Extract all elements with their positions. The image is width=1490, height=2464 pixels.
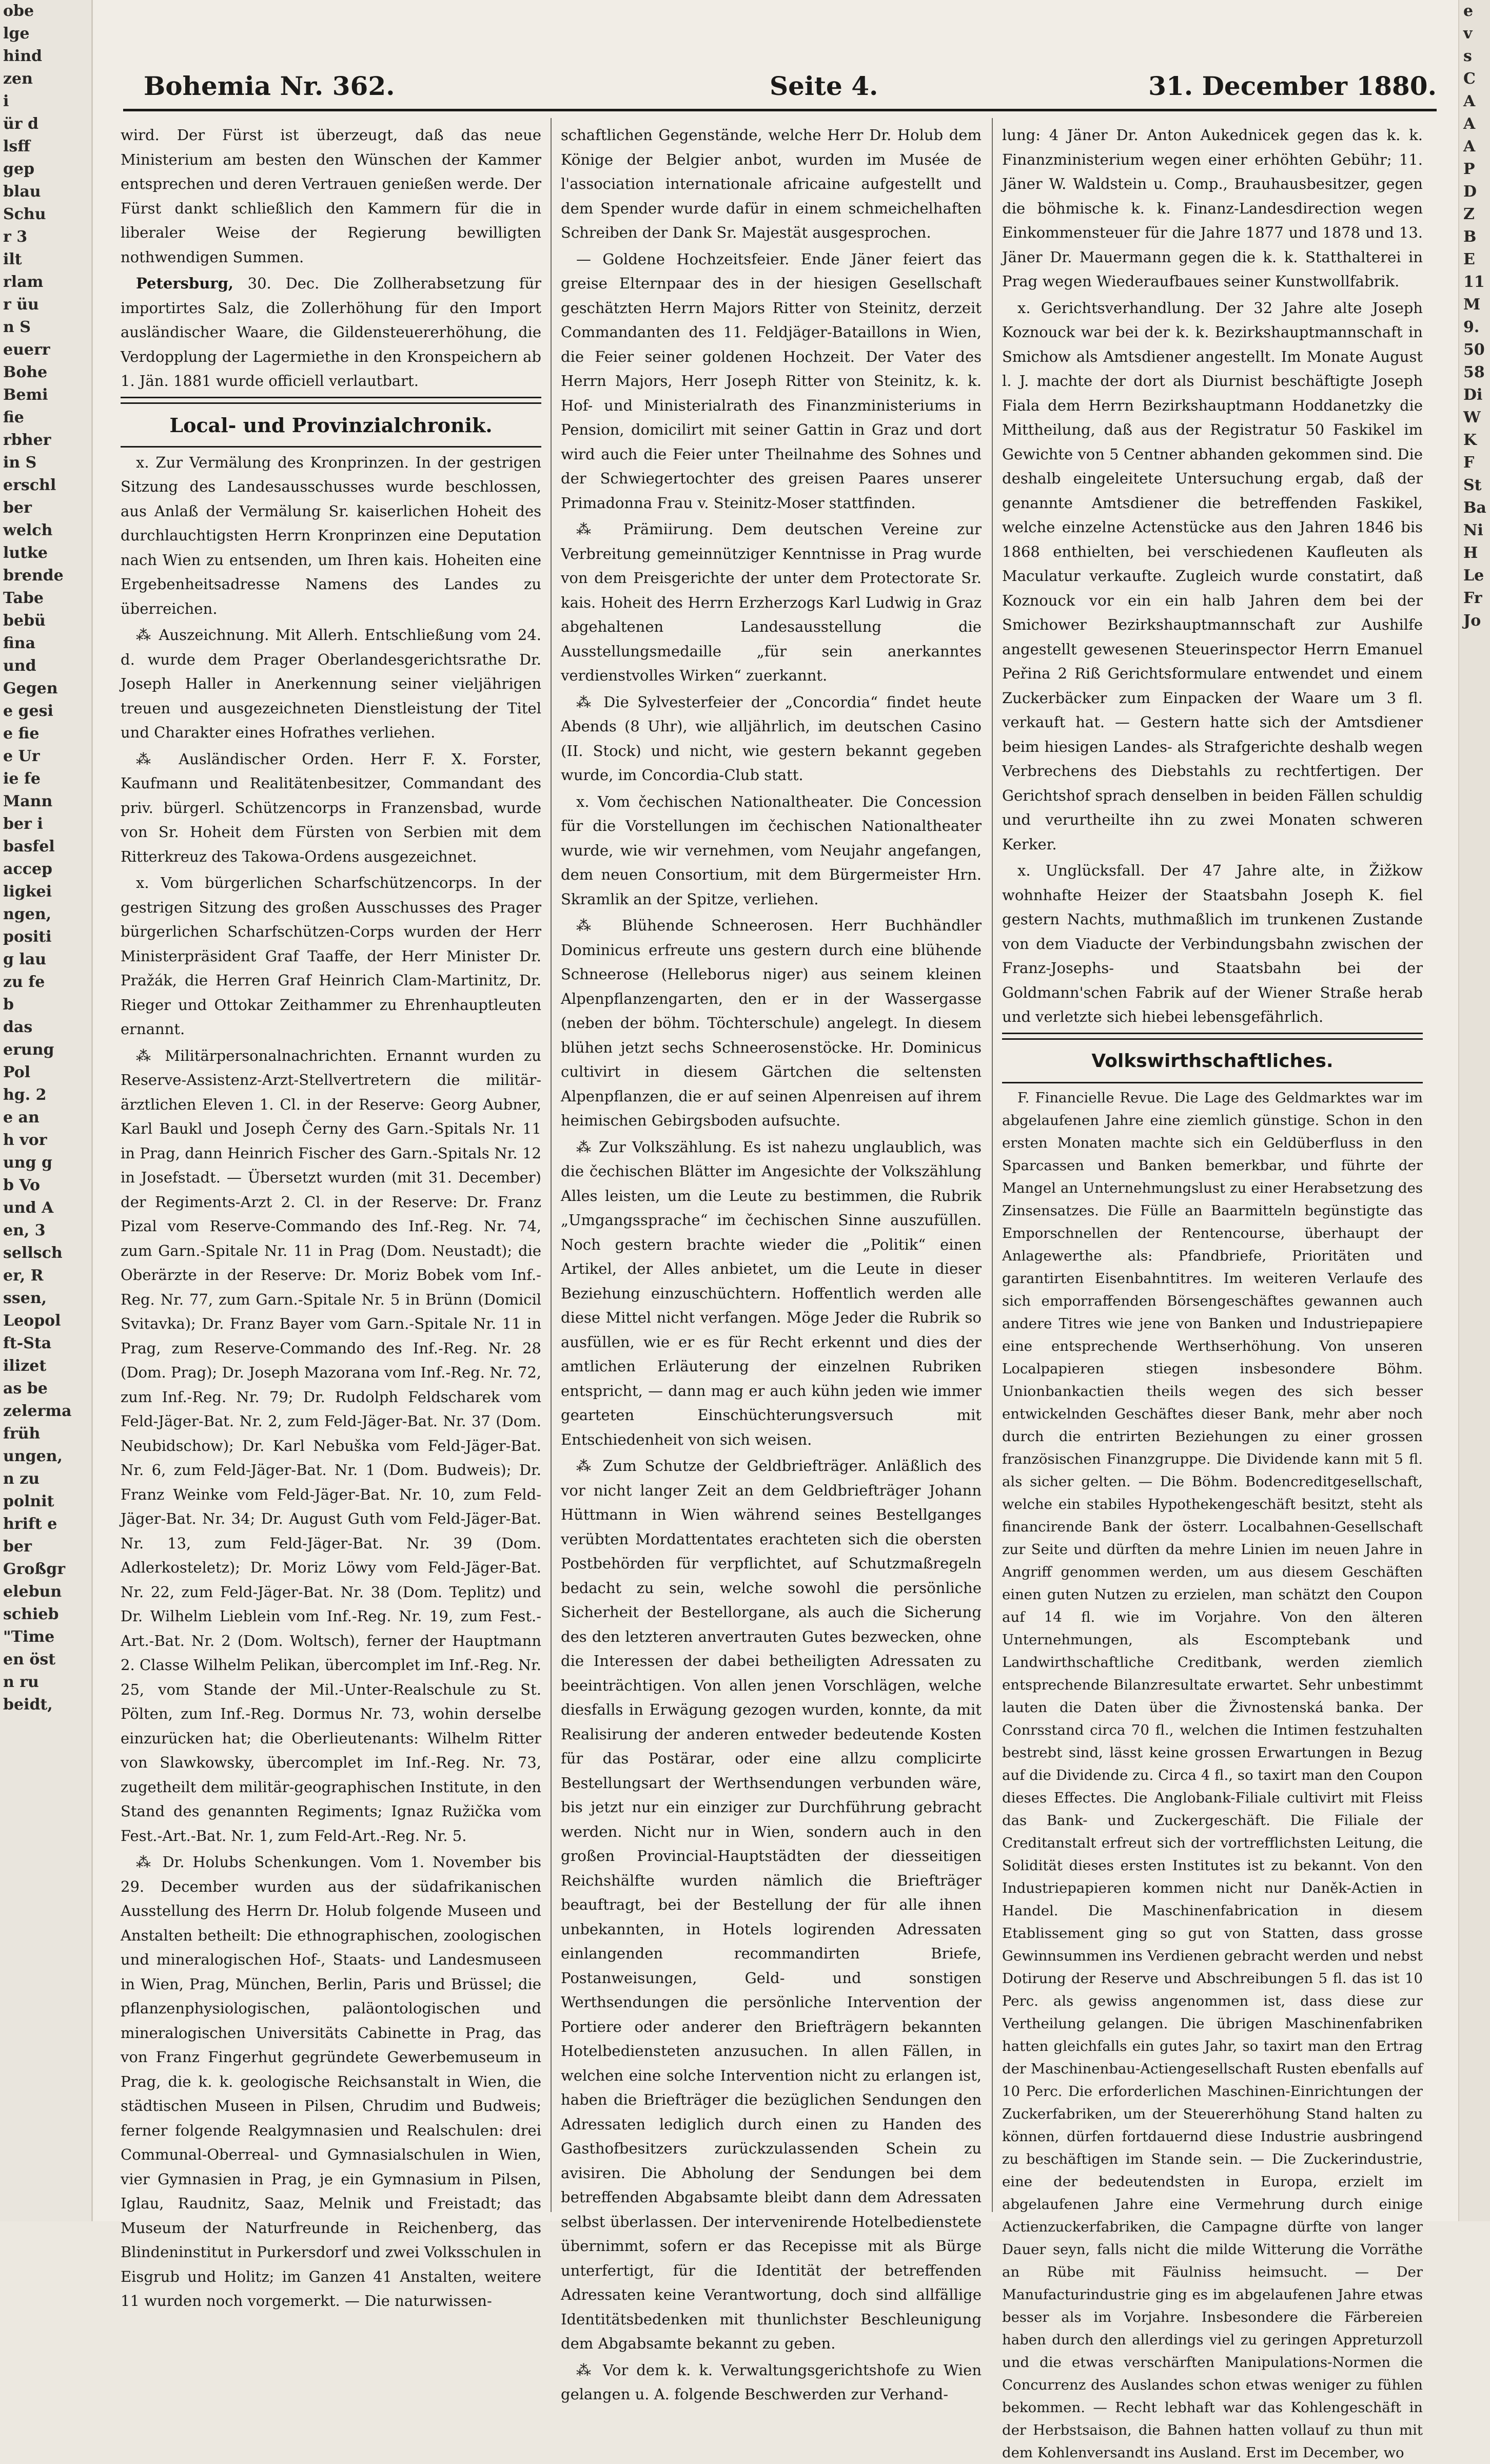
previous-page-fragment: schieb (3, 1605, 59, 1623)
previous-page-fragment: Mann (3, 792, 53, 810)
article-text: wird. Der Fürst ist überzeugt, daß das neue Ministerium am besten den Wünschen der Kammer entsprechen und deren Vertrauen genießen werde. Der Fürst dankt schließlich den Kammern für die in liberaler Weise der Regierung bewilligten nothwendigen Summen. (121, 126, 541, 266)
next-page-fragment: A (1463, 138, 1476, 156)
next-page-fragment: Ni (1463, 521, 1483, 539)
previous-page-fragment: lsff (3, 138, 30, 156)
next-page-fragment: Le (1463, 567, 1484, 585)
page-number: Seite 4. (770, 71, 878, 101)
article-text: ⁂ Prämiirung. Dem deutschen Vereine zur Verbreitung gemeinnütziger Kenntnisse in Prag wurde von dem Preisgerichte der unter dem Protectorate Sr. kais. Hoheit des Herrn Erzherzogs Karl Ludwig in Graz abgehaltenen Landesausstellung die Ausstellungsmedaille „für sein anerkanntes verdienstvolles Wirken“ zuerkannt. (561, 520, 982, 684)
previous-page-fragment: lge (3, 25, 30, 43)
previous-page-fragment: "Time (3, 1628, 55, 1646)
previous-page-fragment: g lau (3, 950, 47, 968)
previous-page-fragment: ie fe (3, 770, 41, 788)
previous-page-fragment: zu fe (3, 973, 45, 991)
previous-page-fragment: hg. 2 (3, 1086, 47, 1104)
dateline: Petersburg, (136, 275, 233, 292)
previous-page-fragment: ilizet (3, 1357, 47, 1375)
previous-page-fragment: rlam (3, 273, 44, 291)
previous-page-fragment: sellsch (3, 1244, 63, 1262)
previous-page-fragment: gep (3, 160, 35, 178)
previous-page-fragment: Gegen (3, 680, 58, 697)
previous-page-fragment: früh (3, 1425, 41, 1443)
previous-page-fragments (0, 0, 91, 1716)
next-page-fragment: Z (1463, 205, 1475, 223)
previous-page-fragment: as be (3, 1380, 48, 1398)
previous-page-fragment: ber (3, 1538, 32, 1556)
page-header (123, 61, 1437, 107)
previous-page-fragment: e gesi (3, 702, 53, 720)
previous-page-fragment: er, R (3, 1267, 44, 1285)
article-text: ⁂ Militärpersonalnachrichten. Ernannt wurden zu Reserve-Assistenz-Arzt-Stellvertretern die militär-ärztlichen Eleven 1. Cl. in der Reserve: Georg Aubner, Karl Baukl und Joseph Černy des Garn.-Spitals Nr. 11 in Prag, dann Heinrich Fischer des Garn.-Spitals Nr. 12 in Josefstadt. — Übersetzt wurden (mit 31. December) der Regiments-Arzt 2. Cl. in der Reserve: Dr. Franz Pizal vom Reserve-Commando des Inf.-Reg. Nr. 74, zum Garn.-Spitale Nr. 11 in Prag (Dom. Neustadt); die Oberärzte in der Reserve: Dr. Moriz Bobek vom Inf.-Reg. Nr. 77, zum Garn.-Spitale Nr. 5 in Brünn (Domicil Svitavka); Dr. Franz Bayer vom Garn.-Spitale Nr. 11 in Prag, zum Reserve-Commando des Inf.-Reg. Nr. 28 (Dom. Prag); Dr. Joseph Mazorana vom Inf.-Reg. Nr. 72, zum Inf.-Reg. Nr. 79; Dr. Rudolph Feldscharek vom Feld-Jäger-Bat. Nr. 2, zum Feld-Jäger-Bat. Nr. 37 (Dom. Neubidschow); Dr. Karl Nebuška vom Feld-Jäger-Bat. Nr. 6, zum Feld-Jäger-Bat. Nr. 1 (Dom. Budweis); Dr. Franz Weinke vom Feld-Jäger-Bat. Nr. 10, zum Feld-Jäger-Bat. Nr. 34; Dr. August Guth vom Feld-Jäger-Bat. Nr. 13, zum Feld-Jäger-Bat. Nr. 39 (Dom. Adlerkosteletz); Dr. Moriz Löwy vom Feld-Jäger-Bat. Nr. 22, zum Feld-Jäger-Bat. Nr. 38 (Dom. Teplitz) und Dr. Wilhelm Lieblein vom Inf.-Reg. Nr. 19, zum Fest.-Art.-Bat. Nr. 2 (Dom. Woltsch), ferner der Hauptmann 2. Classe Wilhelm Pelikan, übercomplet im Inf.-Reg. Nr. 25, vom Stande der Mil.-Unter-Realschule zu St. Pölten, zum Inf.-Reg. Dormus Nr. 73, wohin derselbe einzurücken hat; die Oberlieutenants: Wilhelm Ritter von Slawkowsky, übercomplet im Inf.-Reg. Nr. 73, zugetheilt dem militär-geographischen Institute, in den Stand des genannten Regiments; Ignaz Ružička vom Fest.-Art.-Bat. Nr. 1, zum Feld-Art.-Reg. Nr. 5. (121, 1046, 541, 1845)
next-page-fragment: s (1463, 47, 1472, 65)
article-text: ⁂ Dr. Holubs Schenkungen. Vom 1. November bis 29. December wurden aus der südafrikanischen Ausstellung des Herrn Dr. Holub folgende Museen und Anstalten betheilt: Die ethnographischen, zoologischen und mineralogischen Hof-, Staats- und Landesmuseen in Wien, Prag, München, Berlin, Paris und Brüssel; die pflanzenphysiologischen, paläontologischen und mineralogischen Universitäts Cabinette in Prag, das von Franz Fingerhut gegründete Gewerbemuseum in Prag, die k. k. geologische Reichsanstalt in Wien, die städtischen Museen in Pilsen, Chrudim und Budweis; ferner folgende Realgymnasien und Realschulen: drei Communal-Oberreal- und Gymnasialschulen in Wien, vier Gymnasien in Prag, je ein Gymnasium in Pilsen, Iglau, Raudnitz, Saaz, Melnik und Freistadt; das Museum der Naturfreunde in Reichenberg, das Blindeninstitut in Purkersdorf und zwei Volksschulen in Eisgrub und Holitz; im Ganzen 41 Anstalten, weitere 11 wurden noch vorgemerkt. — Die naturwissen- (121, 1853, 541, 2310)
previous-page-fragment: basfel (3, 838, 55, 856)
previous-page-fragment: b Vo (3, 1176, 40, 1194)
previous-page-fragment: ür d (3, 115, 39, 133)
previous-page-fragment: elebun (3, 1583, 62, 1601)
article-text: ⁂ Vor dem k. k. Verwaltungsgerichtshofe zu Wien gelangen u. A. folgende Beschwerden zur Verhand- (561, 2361, 982, 2403)
article-text: ⁂ Die Sylvesterfeier der „Concordia“ findet heute Abends (8 Uhr), wie alljährlich, im deutschen Casino (II. Stock) und nicht, wie gestern bekannt gegeben wurde, im Concordia-Club statt. (561, 693, 982, 784)
column-divider (551, 118, 552, 2212)
next-page-fragment: F (1463, 454, 1475, 472)
previous-page-fragment: Pol (3, 1063, 31, 1081)
next-page-fragment: 11 (1463, 273, 1485, 291)
article-text: 30. Dec. Die Zollherabsetzung für importirtes Salz, die Zollerhöhung für den Import ausländischer Waare, die Gildensteuererhöhung, die Verdopplung der Lagermiethe in den Kronspeichern ab 1. Jän. 1881 wurde officiell verlautbart. (121, 275, 542, 390)
next-page-fragment: Di (1463, 386, 1483, 404)
previous-page-fragment: fie (3, 409, 24, 426)
previous-page-fragment: obe (3, 2, 34, 20)
next-page-fragment: Ba (1463, 499, 1486, 517)
previous-page-fragment: hind (3, 47, 42, 65)
article-text: x. Unglücksfall. Der 47 Jahre alte, in Žižkow wohnhafte Heizer der Staatsbahn Joseph K. fiel gestern Nachts, muthmaßlich im trunkenen Zustande von dem Viaducte der Verbindungsbahn zwischen der Franz-Josephs- und Staatsbahn bei der Goldmann'schen Fabrik auf der Wiener Straße herab und verletzte sich hiebei lebensgefährlich. (1002, 862, 1423, 1025)
header-rule (123, 109, 1437, 111)
article-text: ⁂ Zur Volkszählung. Es ist nahezu unglaublich, was die čechischen Blätter im Angesichte der Volkszählung Alles leisten, um die Leute zu bestimmen, die Rubrik „Umgangssprache“ im čechischen Sinne auszufüllen. Noch gestern brachte wieder die „Politik“ einen Artikel, der Alles anbietet, um die Leute in dieser Beziehung einzuschüchtern. Hoffentlich werden alle diese Mittel nicht verfangen. Möge Jeder die Rubrik so ausfüllen, wie er es für Recht erkennt und dies der amtlichen Erläuterung der einzelnen Rubriken entspricht, — dann mag er auch kühn jeden wie immer gearteten Einschüchterungsversuch mit Entschiedenheit von sich weisen. (561, 1138, 982, 1448)
section-heading-economy: Volkswirthschaftliches. (1091, 1050, 1334, 1072)
previous-page-fragment: Großgr (3, 1560, 66, 1578)
next-page-fragments (1459, 0, 1490, 632)
previous-page-fragment: en öst (3, 1651, 56, 1668)
next-page-fragment: H (1463, 544, 1478, 562)
previous-page-fragment: lutke (3, 544, 48, 562)
previous-page-fragment: zelerma (3, 1402, 72, 1420)
previous-page-fragment: e an (3, 1109, 40, 1127)
next-page-fragment: C (1463, 70, 1476, 88)
previous-page-fragment: e Ur (3, 747, 40, 765)
previous-page-fragment: blau (3, 183, 41, 201)
next-page-fragment: K (1463, 431, 1477, 449)
previous-page-fragment: r üu (3, 296, 39, 314)
previous-page-fragment: bebü (3, 612, 46, 630)
previous-page-fragment: i (3, 92, 9, 110)
next-page-fragment: B (1463, 228, 1477, 246)
next-page-fragment: 58 (1463, 363, 1485, 381)
section-rule (1002, 1082, 1423, 1083)
previous-page-fragment: Schu (3, 205, 46, 223)
next-page-fragment: v (1463, 25, 1473, 43)
previous-page-fragment: und A (3, 1199, 54, 1217)
column-divider (992, 118, 993, 2212)
section-rule (1002, 1033, 1423, 1040)
column-3 (1002, 123, 1423, 2461)
column-2 (561, 123, 982, 2403)
section-rule (121, 397, 541, 404)
article-text: x. Vom čechischen Nationaltheater. Die Concession für die Vorstellungen im čechischen Nationaltheater wurde, wie wir vernehmen, vom Neujahr angefangen, dem neuen Consortium, mit dem Bürgermeister Hrn. Skramlik an der Spitze, verliehen. (561, 792, 982, 908)
article-text: schaftlichen Gegenstände, welche Herr Dr. Holub dem Könige der Belgier anbot, wurden im Musée de l'association internationale africaine aufgestellt und dem Spender wurde dafür in einem schmeichelhaften Schreiben der Dank Sr. Majestät ausgesprochen. (561, 126, 982, 241)
next-page-fragment: D (1463, 183, 1477, 201)
previous-page-fragment: euerr (3, 341, 50, 359)
previous-page-fragment: ungen, (3, 1447, 63, 1465)
article-text (121, 271, 541, 394)
previous-page-fragment: en, 3 (3, 1221, 46, 1239)
previous-page-fragment: b (3, 996, 14, 1014)
previous-page-fragment: brende (3, 567, 64, 585)
next-page-fragment: 9. (1463, 318, 1480, 336)
previous-page-fragment: ber (3, 499, 32, 517)
previous-page-fragment: ilt (3, 250, 22, 268)
next-page-fragment: P (1463, 160, 1475, 178)
article-text: x. Gerichtsverhandlung. Der 32 Jahre alte Joseph Koznouck war bei der k. k. Bezirkshauptmannschaft in Smichow als Amtsdiener angestellt. Im Monate August l. J. machte der dort als Diurnist beschäftigte Joseph Fiala dem Herrn Bezirkshauptmann Hoddanetzky die Mittheilung, daß aus der Registratur 50 Faskikel im Gewichte von 5 Centner abhanden gekommen sind. Die deshalb eingeleitete Untersuchung ergab, daß der genannte Amtsdiener die betreffenden Faskikel, welche einzelne Actenstücke aus den Jahren 1846 bis 1868 enthielten, bei verschiedenen Kaufleuten als Maculatur verkaufte. Zugleich wurde constatirt, daß Koznouck vor ein ein halb Jahren dem bei der Smichower Bezirkshauptmannschaft zur Aushilfe angestellt gewesenen Steuerinspector Herrn Emanuel Peřina 2 Riß Gerichtsformulare entwendet und einem Zuckerbäcker zum Einpacken der Waare um 3 fl. verkauft hat. — Gestern hatte sich der Amtsdiener beim hiesigen Landes- als Strafgerichte deshalb wegen Verbrechens des Diebstahls zu rechtfertigen. Der Gerichtshof sprach denselben in beiden Fällen schuldig und verurtheilte ihn zu zwei Monaten schweren Kerker. (1002, 299, 1423, 853)
next-page-fragment: St (1463, 476, 1482, 494)
previous-page-fragment: accep (3, 860, 53, 878)
next-page-strip (1458, 0, 1490, 2221)
previous-page-fragment: n zu (3, 1470, 40, 1488)
previous-page-fragment: ber i (3, 815, 43, 833)
previous-page-fragment: positi (3, 928, 52, 946)
article-text: ⁂ Zum Schutze der Geldbriefträger. Anläßlich des vor nicht langer Zeit an dem Geldbriefträger Johann Hüttmann in Wien während seines Bestellganges verübten Mordattentates erachteten sich die obersten Postbehörden für verpflichtet, auf Schutzmaßregeln bedacht zu sein, welche sowohl die persönliche Sicherheit der Bestellorgane, als auch die Sicherung des den letzteren anvertrauten Gutes bezwecken, ohne die Interessen der dabei betheiligten Adressaten zu beeinträchtigen. Von allen jenen Vorschlägen, welche diesfalls in Erwägung gezogen wurden, konnte, da mit Realisirung der anderen entweder bedeutende Kosten für das Postärar, oder eine allzu complicirte Bestellungsart der Werthsendungen verbunden wäre, bis jetzt nur ein einziger zur Durchführung gebracht werden. Nicht nur in Wien, sondern auch in den großen Provincial-Hauptstädten der diesseitigen Reichshälfte wurden nämlich die Briefträger beauftragt, bei der Bestellung der für alle ihnen unbekannten, in Hotels logirenden Adressaten einlangenden recommandirten Briefe, Postanweisungen, Geld- und sonstigen Werthsendungen die persönliche Intervention der Portiere oder anderer den Briefträgern bekannten Hotelbediensteten anzusuchen. In allen Fällen, in welchen eine solche Intervention nicht zu erlangen ist, haben die Briefträger die bezüglichen Sendungen den Adressaten lediglich durch einen zu Handen des Gasthofbesitzers zurückzulassenden Schein zu avisiren. Die Abholung der Sendungen bei dem betreffenden Abgabsamte bleibt dann dem Adressaten selbst überlassen. Der intervenirende Hotelbedienstete übernimmt, sofern er das Recepisse mit als Bürge unterfertigt, für die Identität der betreffenden Adressaten keine Verantwortung, doch sind allfällige Identitätsbedenken mit thunlichster Beschleunigung dem Abgabsamte bekannt zu geben. (561, 1457, 982, 2352)
previous-page-fragment: polnit (3, 1492, 54, 1510)
previous-page-fragment: Bohe (3, 363, 48, 381)
newspaper-issue: Bohemia Nr. 362. (144, 71, 395, 101)
previous-page-fragment: ligkei (3, 883, 52, 901)
previous-page-fragment: erung (3, 1041, 54, 1059)
previous-page-fragment: und (3, 657, 36, 675)
article-text: ⁂ Blühende Schneerosen. Herr Buchhändler Dominicus erfreute uns gestern durch eine blühende Schneerose (Helleborus niger) aus seinem kleinen Alpenpflanzengarten, den er in der Wassergasse (neben der böhm. Töchterschule) angelegt. In diesem blühen jetzt sechs Schneerosenstöcke. Hr. Dominicus cultivirt in diesem Gärtchen die seltensten Alpenpflanzen, die er auf seinen Alpenreisen auf ihrem heimischen Gebirgsboden aufsuchte. (561, 917, 982, 1129)
previous-page-fragment: n S (3, 318, 31, 336)
previous-page-fragment: Leopol (3, 1312, 61, 1330)
previous-page-fragment: h vor (3, 1131, 47, 1149)
previous-page-fragment: ft-Sta (3, 1334, 52, 1352)
article-text: lung: 4 Jäner Dr. Anton Aukednicek gegen das k. k. Finanzministerium wegen einer erhöhten Gebühr; 11. Jäner W. Waldstein u. Comp., Brauhausbesitzer, gegen die böhmische k. k. Finanz-Landesdirection wegen Einkommensteuer für die Jahre 1877 und 1878 und 13. Jäner Dr. Mauermann gegen die k. k. Statthalterei in Prag wegen Wiederaufbaues seiner Kunstwollfabrik. (1002, 126, 1423, 290)
previous-page-fragment: zen (3, 70, 33, 88)
previous-page-fragment: fina (3, 634, 36, 652)
previous-page-fragment: erschl (3, 476, 56, 494)
section-heading-local: Local- und Provinzialchronik. (169, 413, 493, 437)
next-page-fragment: A (1463, 115, 1476, 133)
column-1 (121, 123, 542, 2310)
previous-page-strip (0, 0, 93, 2221)
issue-date: 31. December 1880. (1148, 71, 1437, 101)
next-page-fragment: E (1463, 250, 1475, 268)
next-page-fragment: Jo (1463, 612, 1481, 630)
previous-page-fragment: beidt, (3, 1696, 53, 1714)
previous-page-fragment: das (3, 1018, 33, 1036)
next-page-fragment: 50 (1463, 341, 1485, 359)
section-rule (121, 446, 541, 448)
next-page-fragment: Fr (1463, 589, 1482, 607)
next-page-fragment: e (1463, 2, 1474, 20)
previous-page-fragment: Bemi (3, 386, 48, 404)
article-text: — Goldene Hochzeitsfeier. Ende Jäner feiert das greise Elternpaar des in der hiesigen Gesellschaft geschätzten Herrn Majors Ritter von Steinitz, derzeit Commandanten des 11. Feldjäger-Bataillons in Wien, die Feier seiner goldenen Hochzeit. Der Vater des Herrn Majors, Herr Joseph Ritter von Steinitz, k. k. Hof- und Ministerialrath des Finanzministeriums in Pension, domicilirt mit seiner Gattin in Graz und dort wird auch die Feier unter Theilnahme des Sohnes und der Schwiegertochter des greisen Paares unserer Primadonna Frau v. Steinitz-Moser stattfinden. (561, 250, 982, 512)
previous-page-fragment: Tabe (3, 589, 44, 607)
previous-page-fragment: welch (3, 521, 53, 539)
previous-page-fragment: ung g (3, 1154, 53, 1172)
previous-page-fragment: e fie (3, 725, 40, 743)
next-page-fragment: M (1463, 296, 1481, 314)
previous-page-fragment: hrift e (3, 1515, 57, 1533)
next-page-fragment: A (1463, 92, 1476, 110)
previous-page-fragment: n ru (3, 1673, 39, 1691)
previous-page-fragment: rbher (3, 431, 51, 449)
previous-page-fragment: ngen, (3, 905, 52, 923)
article-text: x. Zur Vermälung des Kronprinzen. In der gestrigen Sitzung des Landesausschusses wurde beschlossen, aus Anlaß der Vermälung Sr. kaiserlichen Hoheit des durchlauchtigsten Herrn Kronprinzen eine Deputation nach Wien zu entsenden, um Ihren kais. Hoheiten eine Ergebenheitsadresse Namens des Landes zu überreichen. (121, 453, 541, 617)
previous-page-fragment: ssen, (3, 1289, 47, 1307)
article-text: x. Vom bürgerlichen Scharfschützencorps. In der gestrigen Sitzung des großen Ausschusses des Prager bürgerlichen Scharfschützen-Corps wurden der Herr Ministerpräsident Graf Taaffe, der Herr Minister Dr. Pražák, die Herren Graf Heinrich Clam-Martinitz, Dr. Rieger und Ottokar Zeithammer zu Ehrenhauptleuten ernannt. (121, 874, 541, 1038)
article-text: ⁂ Auszeichnung. Mit Allerh. Entschließung vom 24. d. wurde dem Prager Oberlandesgerichtsrathe Dr. Joseph Haller in Anerkennung seiner vieljährigen treuen und ausgezeichneten Dienstleistung der Titel und Charakter eines Hofrathes verliehen. (121, 626, 541, 741)
next-page-fragment: W (1463, 409, 1481, 426)
article-text: ⁂ Ausländischer Orden. Herr F. X. Forster, Kaufmann und Realitätenbesitzer, Commandant des priv. bürgerl. Schützencorps in Franzensbad, wurde von Sr. Hoheit dem Fürsten von Serbien mit dem Ritterkreuz des Takowa-Ordens ausgezeichnet. (121, 750, 541, 865)
article-text: F. Financielle Revue. Die Lage des Geldmarktes war im abgelaufenen Jahre eine ziemlich günstige. Schon in den ersten Monaten machte sich ein Geldüberfluss in den Sparcassen und Banken bemerkbar, und führte der Mangel an Unternehmungslust zu einer Herabsetzung des Zinsensatzes. Die Fülle an Baarmitteln begünstigte das Emporschnellen der Rentencourse, überhaupt der Anlagewerthe als: Pfandbriefe, Prioritäten und garantirten Eisenbahntitres. Im weiteren Verlaufe des sich emporraffenden Börsengeschäftes gewannen auch andere Titres wie jene von Banken und Industriepapiere eine entsprechende Werthserhöhung. Von unseren Localpapieren stiegen insbesondere Böhm. Unionbankactien theils wegen des sich besser entwickelnden Geschäftes dieser Bank, mehr aber noch durch die entrirten Beziehungen zu einer grossen französischen Finanzgruppe. Die Dividende kann mit 5 fl. als sicher gelten. — Die Böhm. Bodencreditgesellschaft, welche ein stabiles Hypothekengeschäft besitzt, steht als financirende Bank der österr. Localbahnen-Gesellschaft zur Seite und dürften da mehre Linien im neuen Jahre in Angriff genommen werden, um aus diesem Geschäften einen guten Nutzen zu erzielen, man schätzt den Coupon auf 14 fl. wie im Vorjahre. Von den älteren Unternehmungen, als Escomptebank und Landwirthschaftliche Creditbank, werden ziemlich entsprechende Bilanzresultate erwartet. Sehr unbestimmt lauten die Daten über die Živnostenská banka. Der Conrsstand circa 70 fl., welchen die Intimen festzuhalten bestrebt sind, lässt keine grossen Erwartungen in Bezug auf die Dividende zu. Circa 4 fl., so taxirt man den Coupon dieses Effectes. Die Anglobank-Filiale cultivirt mit Fleiss das Bank- und Zuckergeschäft. Die Filiale der Creditanstalt erfreut sich der vortrefflichsten Leitung, die Solidität dieses ersten Institutes ist zu bekannt. Von den Industriepapieren kommen nicht nur Daněk-Actien in Handel. Die Maschinenfabrication in diesem Etablissement ging so gut von Statten, dass grosse Gewinnsummen ins Verdienen gebracht werden und nebst Dotirung der Reserve und Abschreibungen 5 fl. das ist 10 Perc. als gewiss angenommen ist, dass diese zur Vertheilung gelangen. Die übrigen Maschinenfabriken hatten gleichfalls ein gutes Jahr, so taxirt man den Ertrag der Maschinenbau-Actiengesellschaft Rusten ebenfalls auf 10 Perc. Die erforderlichen Maschinen-Einrichtungen der Zuckerfabriken, um der Steuererhöhung Stand halten zu können, dürfen fortdauernd diese Industrie ausbringend zu beschäftigen im Stande sein. — Die Zuckerindustrie, eine der bedeutendsten in Europa, erzielt im abgelaufenen Jahre eine Vermehrung durch einige Actienzuckerfabriken, die Campagne dürfte von langer Dauer seyn, falls nicht die milde Witterung die Vorräthe an Rübe mit Fäulniss heimsucht. — Der Manufacturindustrie ging es im abgelaufenen Jahre etwas besser als im Vorjahre. Insbesondere die Färbereien haben durch den allerdings viel zu geringen Appreturzoll und die etwas verschärften Manipulations-Normen die Concurrenz des Auslandes schon etwas weniger zu fühlen bekommen. — Recht lebhaft war das Kohlengeschäft in der Herbstsaison, die Bahnen hatten vollauf zu thun mit dem Kohlenversandt ins Ausland. Erst im December, wo (1002, 1089, 1423, 2461)
previous-page-fragment: in S (3, 454, 37, 472)
previous-page-fragment: r 3 (3, 228, 28, 246)
